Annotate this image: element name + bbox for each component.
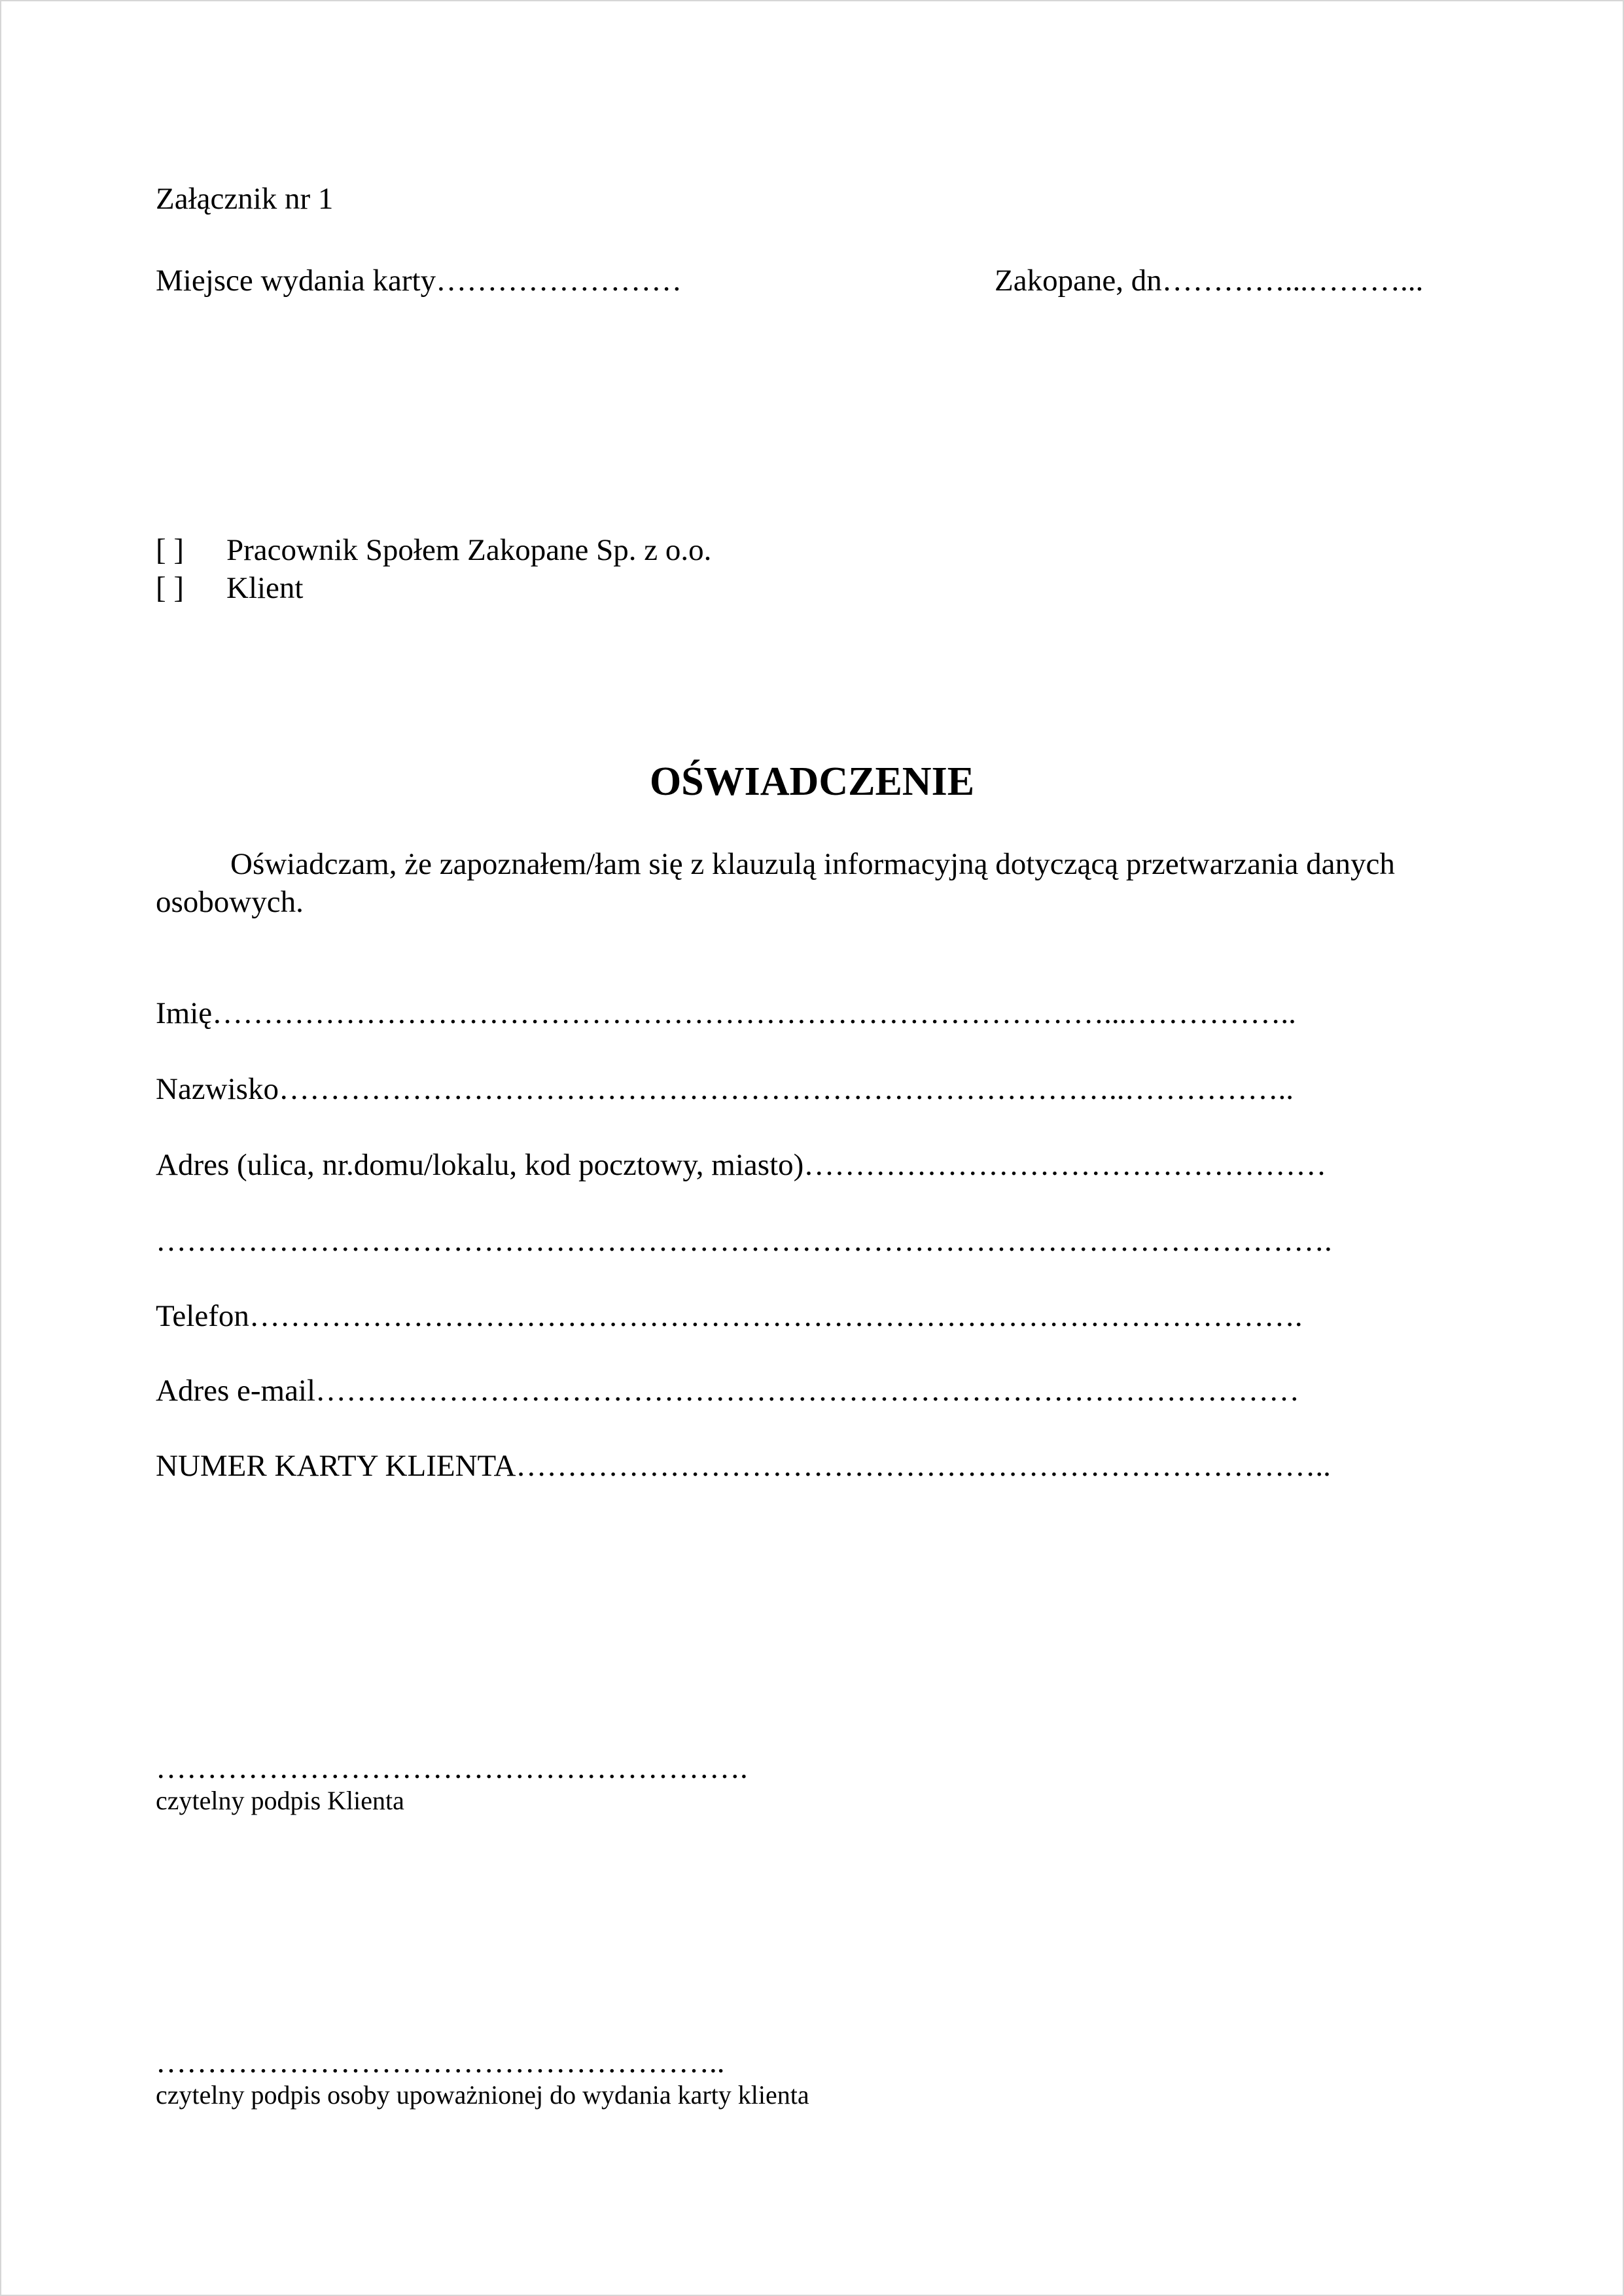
option-employee-label: Pracownik Społem Zakopane Sp. z o.o. xyxy=(226,533,712,567)
authorized-signature-caption: czytelny podpis osoby upoważnionej do wydania karty klienta xyxy=(156,2080,809,2110)
option-client-label: Klient xyxy=(226,571,304,605)
checkbox-client: [ ] xyxy=(156,571,185,605)
statement-line-2: osobowych. xyxy=(156,885,304,919)
address-continuation-field: ……………………………………………………………………………………………………. xyxy=(156,1224,1332,1258)
attachment-number: Załącznik nr 1 xyxy=(156,182,334,216)
client-signature-line: …………………………………………………. xyxy=(156,1751,748,1785)
date-field: Zakopane, dn…………...………... xyxy=(995,264,1424,298)
first-name-field: Imię……………………………………………………………………………...…………….. xyxy=(156,996,1296,1030)
phone-field: Telefon…………………………………………………………………………………………. xyxy=(156,1299,1303,1333)
client-card-number-field: NUMER KARTY KLIENTA…………………………………………………………………….. xyxy=(156,1449,1331,1483)
option-client xyxy=(156,570,303,606)
address-field: Adres (ulica, nr.domu/lokalu, kod pocztowy, miasto)…………………………………………… xyxy=(156,1148,1327,1182)
page-title: OŚWIADCZENIE xyxy=(649,759,975,804)
last-name-field: Nazwisko………………………………………………………………………..…………….. xyxy=(156,1072,1294,1106)
checkbox-employee: [ ] xyxy=(156,533,185,567)
email-field: Adres e-mail…………………………………………………………………………………… xyxy=(156,1374,1300,1408)
statement-line-1: Oświadczam, że zapoznałem/łam się z klauzulą informacyjną dotyczącą przetwarzania danych xyxy=(230,847,1395,881)
option-employee xyxy=(156,532,711,568)
place-of-issue-field: Miejsce wydania karty…………………… xyxy=(156,264,682,298)
authorized-signature-line: ……………………………………………….. xyxy=(156,2045,725,2079)
client-signature-caption: czytelny podpis Klienta xyxy=(156,1786,404,1815)
